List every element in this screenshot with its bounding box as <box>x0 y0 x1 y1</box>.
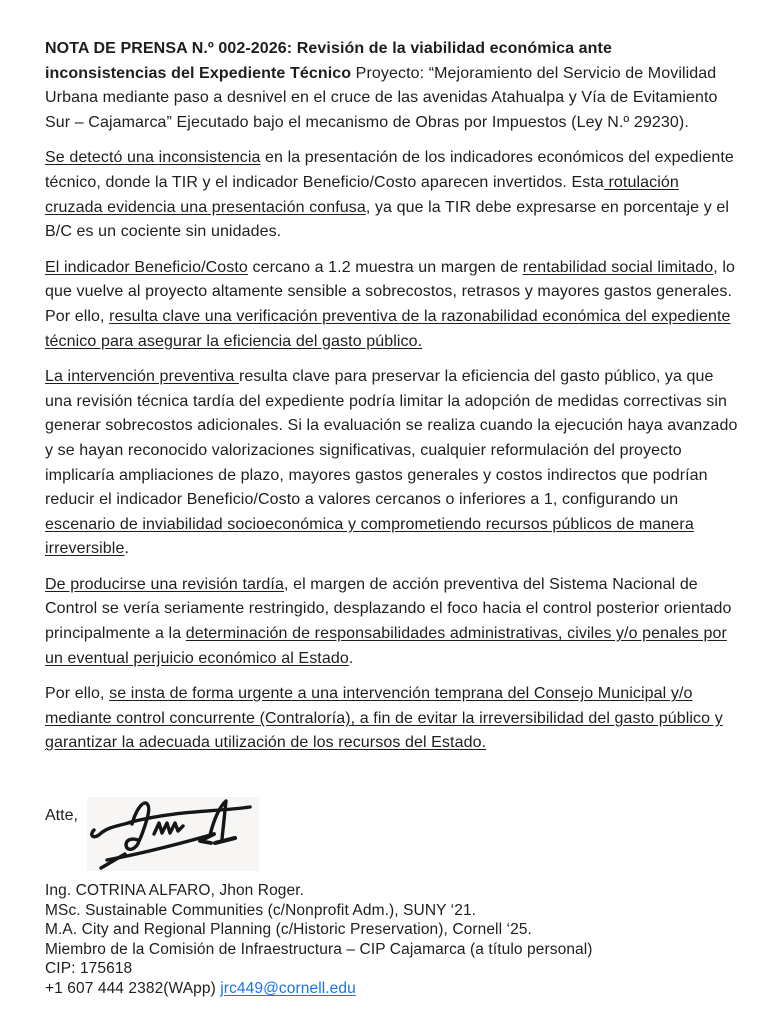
signature-block-line <box>45 901 738 921</box>
paragraph <box>45 365 738 562</box>
paragraph <box>45 682 738 756</box>
text-run: CIP: 175618 <box>45 960 133 978</box>
paragraph <box>45 146 738 244</box>
text-run: , ya que la TIR debe expresarse en porcentaje y el B/C es un cociente sin unidades. <box>45 198 729 241</box>
text-run: Se detectó una inconsistencia <box>45 149 261 167</box>
text-run: Por ello, <box>45 685 110 703</box>
text-run: Miembro de la Comisión de Infraestructura – CIP Cajamarca (a título personal) <box>45 940 593 958</box>
text-run: en la presentación de los indicadores económicos del expediente técnico, donde la TIR y el indicador Beneficio/Costo aparecen invertidos. Esta <box>45 149 734 191</box>
text-run: +1 607 444 2382(WApp) <box>45 980 221 997</box>
text-run: . <box>124 540 129 558</box>
paragraph <box>45 37 738 135</box>
document-body <box>45 37 738 756</box>
handwritten-signature-icon <box>87 797 259 871</box>
paragraph <box>45 573 738 671</box>
text-run: , el margen de acción preventiva del Sistema Nacional de Control se vería seriamente restringido, desplazando el foco hacia el control posterior orientado principalmente a la <box>45 575 732 643</box>
text-run: escenario de inviabilidad socioeconómica y comprometiendo recursos públicos de manera irreversible <box>45 515 694 558</box>
text-run: M.A. City and Regional Planning (c/Historic Preservation), Cornell ‘25. <box>45 921 532 939</box>
text-run: La intervención preventiva <box>45 368 239 386</box>
signature-block-line <box>45 959 738 979</box>
text-run: cercano a 1.2 muestra un margen de <box>247 258 523 276</box>
text-run: Ing. COTRINA ALFARO, Jhon Roger. <box>45 882 305 900</box>
text-run: El indicador Beneficio/Costo <box>45 258 248 276</box>
text-run: MSc. Sustainable Communities (c/Nonprofit Adm.), SUNY ‘21. <box>45 901 477 919</box>
text-run: resulta clave una verificación preventiva de la razonabilidad económica del expediente técnico para asegurar la eficiencia del gasto público. <box>45 307 731 350</box>
text-run: rentabilidad social limitado <box>522 258 714 276</box>
text-run: rotulación cruzada evidencia una presentación confusa <box>45 173 679 216</box>
paragraph <box>45 256 738 354</box>
signature-block-line <box>45 920 738 940</box>
signature-strokes <box>87 797 259 871</box>
closing-text: Atte, <box>45 807 78 825</box>
text-run: NOTA DE PRENSA N.º 002-2026: Revisión de la viabilidad económica ante inconsistencias del Expediente Técnico <box>45 40 612 82</box>
text-run: se insta de forma urgente a una intervención temprana del Consejo Municipal y/o mediante control concurrente (Contraloría), a fin de evitar la irreversibilidad del gasto público y garantizar la adecuada utilización de los recursos del Estado. <box>45 685 723 752</box>
text-run: resulta clave para preservar la eficiencia del gasto público, ya que una revisión técnica tardía del expediente podría limitar la adopción de medidas correctivas sin generar sobrecostos adicionales. Si la evaluación se realiza cuando la ejecución haya avanzado y se hayan reconocido valorizaciones significativas, cualquier reformulación del proyecto implicaría ampliaciones de plazo, mayores gastos generales y costos indirectos que podrían reducir el indicador Beneficio/Costo a valores cercanos o inferiores a 1, configurando un <box>45 368 738 509</box>
signature-row <box>45 801 738 877</box>
text-run: , lo que vuelve al proyecto altamente sensible a sobrecostos, retrasos y mayores gastos generales. Por ello, <box>45 258 736 325</box>
text-run: Proyecto: “Mejoramiento del Servicio de Movilidad Urbana mediante paso a desnivel en el cruce de las avenidas Atahualpa y Vía de Evitamiento Sur – Cajamarca” Ejecutado bajo el mecanismo de Obras por Impuestos (Ley N.º 29230). <box>45 64 718 131</box>
email-link[interactable]: jrc449@cornell.edu <box>220 980 356 997</box>
signature-block-line <box>45 881 738 901</box>
text-run: De producirse una revisión tardía <box>45 575 284 593</box>
signature-block-line <box>45 979 738 999</box>
text-run: determinación de responsabilidades administrativas, civiles y/o penales por un eventual perjuicio económico al Estado <box>45 625 727 667</box>
text-run: . <box>348 649 354 667</box>
signature-block-line <box>45 940 738 960</box>
signature-block <box>45 881 738 999</box>
